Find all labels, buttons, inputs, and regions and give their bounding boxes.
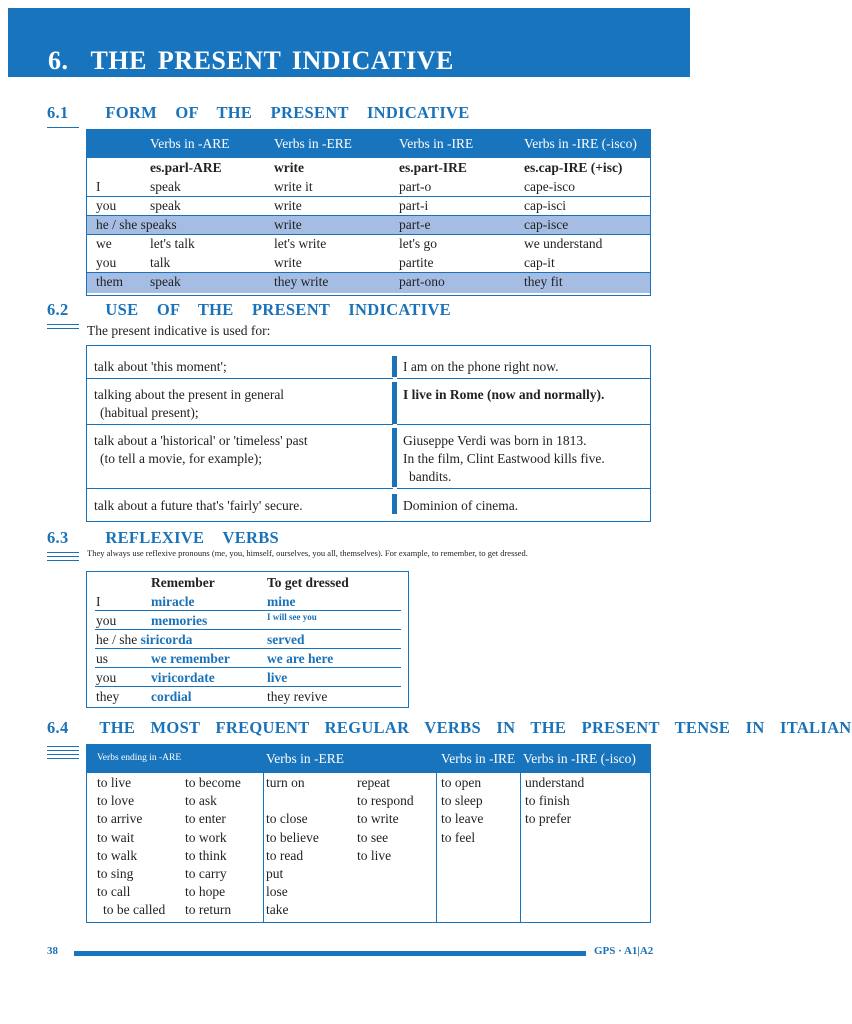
reflexive-form: they revive (267, 689, 328, 704)
table-row: I speak write it part-o cape-isco (87, 178, 650, 197)
pronoun: you (96, 613, 117, 628)
section-rule (47, 750, 79, 751)
reflexive-form: I will see you (267, 612, 317, 622)
section-rule (47, 758, 79, 759)
verb-item: to work (185, 829, 227, 845)
column-divider (520, 773, 521, 922)
use-left: talk about 'this moment'; (94, 359, 227, 374)
marker-bar (392, 382, 397, 424)
verb-item: to wait (97, 829, 135, 845)
verb-item: to love (97, 793, 135, 809)
use-table (86, 345, 651, 522)
section-6-1-heading: 6.1 FORM OF THE PRESENT INDICATIVE (47, 103, 470, 122)
header-cell: Verbs ending in -ARE (97, 753, 182, 763)
verb-item: to write (357, 811, 399, 827)
verb-item: to arrive (97, 811, 143, 827)
page-number: 38 (47, 945, 58, 957)
verb-item: to return (185, 902, 232, 918)
header-cell: Verbs in -ERE (274, 136, 352, 151)
row-divider (95, 667, 401, 668)
header-cell: Verbs in -ARE (150, 136, 230, 151)
marker-bar (392, 428, 397, 487)
section-rule (47, 328, 79, 329)
row-divider (87, 488, 393, 489)
verbs-table-header (87, 745, 650, 773)
verb-item: to close (266, 811, 308, 827)
row-divider (95, 648, 401, 649)
row-divider (95, 610, 401, 611)
row-divider (397, 378, 650, 379)
table-row-highlight: them speak they write part-ono they fit (87, 273, 650, 293)
verb-item: to be called (103, 902, 166, 918)
verb-item: to hope (185, 884, 226, 900)
reflexive-form: served (267, 632, 305, 647)
verb-item: to sing (97, 866, 134, 881)
form-table (86, 129, 651, 296)
verb-item: to live (97, 775, 132, 790)
example-cell: es.cap-IRE (+isc) (524, 160, 623, 175)
marker-bar (392, 494, 397, 514)
use-right: I am on the phone right now. (403, 359, 559, 374)
use-left: talk about a 'historical' or 'timeless' past (94, 433, 308, 448)
verb-item: to prefer (525, 811, 572, 827)
table-row-highlight: he / she speaks write part-e cap-isce (87, 216, 650, 235)
section-rule (47, 754, 79, 755)
header-cell: Verbs in -IRE (399, 136, 474, 151)
verb-item: to enter (185, 811, 226, 827)
table-row: you speak write part-i cap-isci (87, 197, 650, 216)
footer-label: GPS · A1|A2 (594, 945, 654, 957)
example-cell: es.part-IRE (399, 160, 467, 175)
section-intro: They always use reflexive pronouns (me, you, himself, ourselves, you all, themselves). For example, to remember, to get dressed. (87, 548, 528, 558)
verb-item: put (266, 866, 284, 881)
reflexive-form: live (267, 670, 288, 685)
section-intro: The present indicative is used for: (87, 323, 271, 338)
row-divider (95, 686, 401, 687)
verb-item: take (266, 902, 289, 918)
section-6-4-heading: 6.4 THE MOST FREQUENT REGULAR VERBS IN THE PRESENT TENSE IN ITALIAN (47, 718, 852, 737)
verb-item: to read (266, 847, 304, 863)
example-row (87, 160, 650, 179)
row-divider (87, 424, 393, 425)
pronoun: I (96, 594, 101, 609)
pronoun: us (96, 651, 109, 666)
row-divider (87, 378, 393, 379)
header-cell: Verbs in -ERE (266, 751, 344, 766)
reflexive-table (86, 571, 409, 708)
use-left: (to tell a movie, for example); (100, 451, 262, 466)
pronoun: you (96, 670, 117, 685)
use-left: talk about a future that's 'fairly' secure. (94, 498, 303, 513)
verb-item: to walk (97, 847, 138, 863)
reflexive-form: miracle (151, 594, 195, 609)
header-cell: Verbs in -IRE (-isco) (523, 751, 636, 766)
chapter-title: 6. THE PRESENT INDICATIVE (48, 46, 454, 75)
section-6-2-heading: 6.2 USE OF THE PRESENT INDICATIVE (47, 300, 451, 319)
section-rule (47, 746, 79, 747)
verb-item: to sleep (441, 793, 483, 809)
row-divider (95, 629, 401, 630)
use-right: I live in Rome (now and normally). (403, 387, 605, 402)
verb-item: to call (97, 884, 131, 900)
table-row: you talk write partite cap-it (87, 254, 650, 273)
verb-item: to feel (441, 829, 476, 845)
row-divider (397, 424, 650, 425)
footer-bar (74, 951, 586, 956)
verb-item: to ask (185, 793, 217, 809)
verb-item: to carry (185, 866, 227, 881)
use-left: (habitual present); (100, 405, 199, 420)
use-right: In the film, Clint Eastwood kills five. (403, 451, 605, 466)
frequent-verbs-table (86, 744, 651, 923)
header-cell: Remember (151, 575, 215, 590)
section-rule (47, 324, 79, 325)
example-cell: write (274, 160, 304, 175)
reflexive-form: we remember (151, 651, 230, 666)
section-rule (47, 560, 79, 561)
section-rule (47, 556, 79, 557)
form-table-header (87, 130, 650, 158)
verb-item: to respond (357, 793, 414, 809)
verb-item: to see (357, 829, 389, 845)
row-divider (397, 488, 650, 489)
header-cell: Verbs in -IRE (441, 751, 516, 766)
section-rule (47, 552, 79, 553)
verb-item: lose (266, 884, 288, 900)
example-cell: es.parl-ARE (150, 160, 222, 175)
verb-item: to become (185, 775, 241, 790)
reflexive-form: we are here (267, 651, 334, 666)
use-right: Giuseppe Verdi was born in 1813. (403, 433, 587, 448)
verb-item: repeat (357, 775, 390, 790)
reflexive-form: mine (267, 594, 296, 609)
column-divider (263, 773, 264, 922)
reflexive-form: viricordate (151, 670, 215, 685)
verb-item: to open (441, 775, 482, 790)
pronoun-row: he / she siricorda (96, 632, 193, 647)
use-right: Dominion of cinema. (403, 498, 519, 513)
marker-bar (392, 356, 397, 377)
verb-item: to think (185, 847, 227, 863)
chapter-header (8, 8, 690, 77)
verb-item: to finish (525, 793, 570, 809)
table-row: we let's talk let's write let's go we understand (96, 236, 603, 251)
header-cell: Verbs in -IRE (-isco) (524, 136, 637, 151)
verb-item: to leave (441, 811, 484, 827)
section-rule (47, 127, 79, 128)
pronoun: they (96, 689, 120, 704)
reflexive-form: memories (151, 613, 208, 628)
use-right: bandits. (409, 469, 452, 484)
verb-item: understand (525, 775, 585, 790)
column-divider (436, 773, 437, 922)
verb-item: to believe (266, 829, 319, 845)
use-left: talking about the present in general (94, 387, 285, 402)
section-6-3-heading: 6.3 REFLEXIVE VERBS (47, 528, 280, 547)
verb-item: to live (357, 847, 392, 863)
header-cell: To get dressed (267, 575, 349, 590)
reflexive-form: cordial (151, 689, 192, 704)
verb-item: turn on (266, 775, 305, 790)
